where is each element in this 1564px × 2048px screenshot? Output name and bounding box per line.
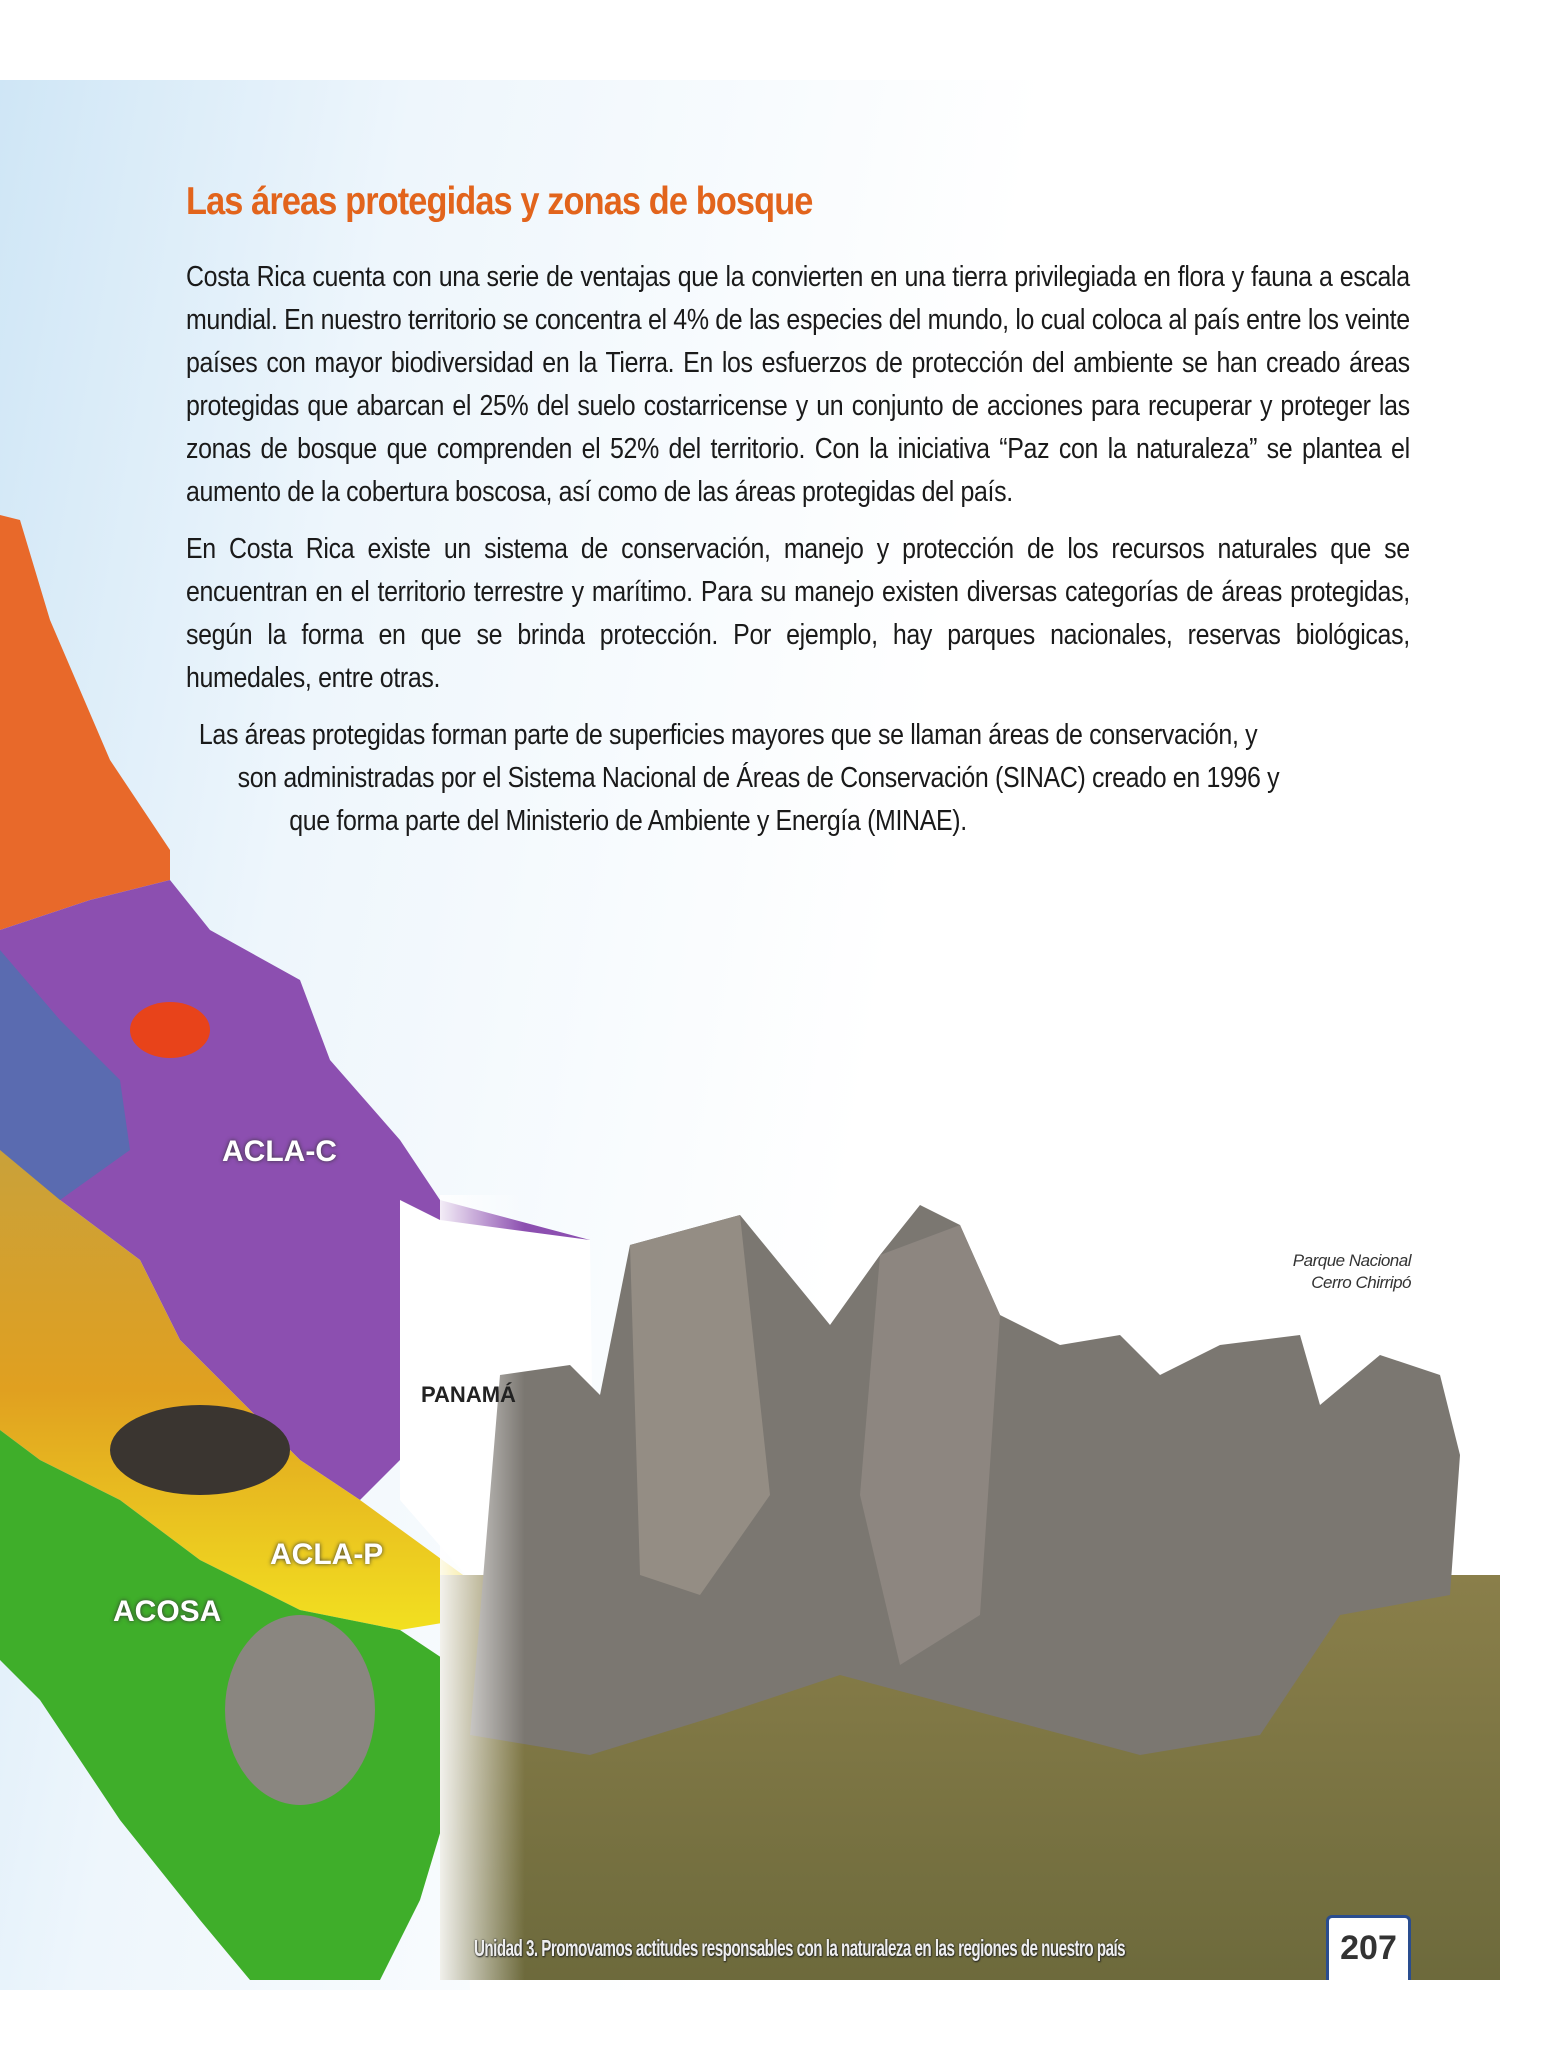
cerro-chirripo-photo — [440, 1195, 1500, 1980]
raccoon-icon — [225, 1615, 375, 1805]
peccary-icon — [110, 1405, 290, 1495]
paragraph-3-line: Las áreas protegidas forman parte de superficies mayores que se llaman áreas de conservación, y — [198, 719, 1258, 751]
paragraph-2: En Costa Rica existe un sistema de conservación, manejo y protección de los recursos naturales que se encuentran en el territorio terrestre y marítimo. Para su manejo existen diversas categorías de áreas protegidas, según la forma en que se brinda protección. Por ejemplo, hay parques nacionales, reservas biológicas, humedales, entre otras. — [186, 533, 1410, 694]
map-label-acosa: ACOSA — [113, 1595, 222, 1628]
unit-footer: Unidad 3. Promovamos actitudes responsables con la naturaleza en las regiones de nuestro país — [474, 1935, 1126, 1961]
frog-icon — [130, 1002, 210, 1058]
paragraph-3-line: son administradas por el Sistema Nacional de Áreas de Conservación (SINAC) creado en 1996 y — [237, 762, 1280, 794]
paragraph-1: Costa Rica cuenta con una serie de ventajas que la convierten en una tierra privilegiada en flora y fauna a escala mundial. En nuestro territorio se concentra el 4% de las especies del mundo, lo cual coloca al país entre los veinte países con mayor biodiversidad en la Tierra. En los esfuerzos de protección del ambiente se han creado áreas protegidas que abarcan el 25% del suelo costarricense y un conjunto de acciones para recuperar y proteger las zonas de bosque que comprenden el 52% del territorio. Con la iniciativa “Paz con la naturaleza” se plantea el aumento de la cobertura boscosa, así como de las áreas protegidas del país. — [186, 261, 1410, 508]
caption-line: Cerro Chirripó — [1311, 1273, 1411, 1292]
region-orange — [0, 515, 170, 930]
section-title: Las áreas protegidas y zonas de bosque — [186, 180, 813, 223]
paragraph-3-line: que forma parte del Ministerio de Ambiente y Energía (MINAE). — [289, 805, 967, 837]
map-label-acla-c: ACLA-C — [222, 1135, 337, 1168]
map-label-acla-p: ACLA-P — [270, 1538, 384, 1571]
photo-caption — [1293, 1250, 1411, 1294]
page-number: 207 — [1326, 1915, 1411, 1980]
caption-line: Parque Nacional — [1292, 1251, 1411, 1270]
map-label-panama: PANAMÁ — [421, 1382, 516, 1407]
